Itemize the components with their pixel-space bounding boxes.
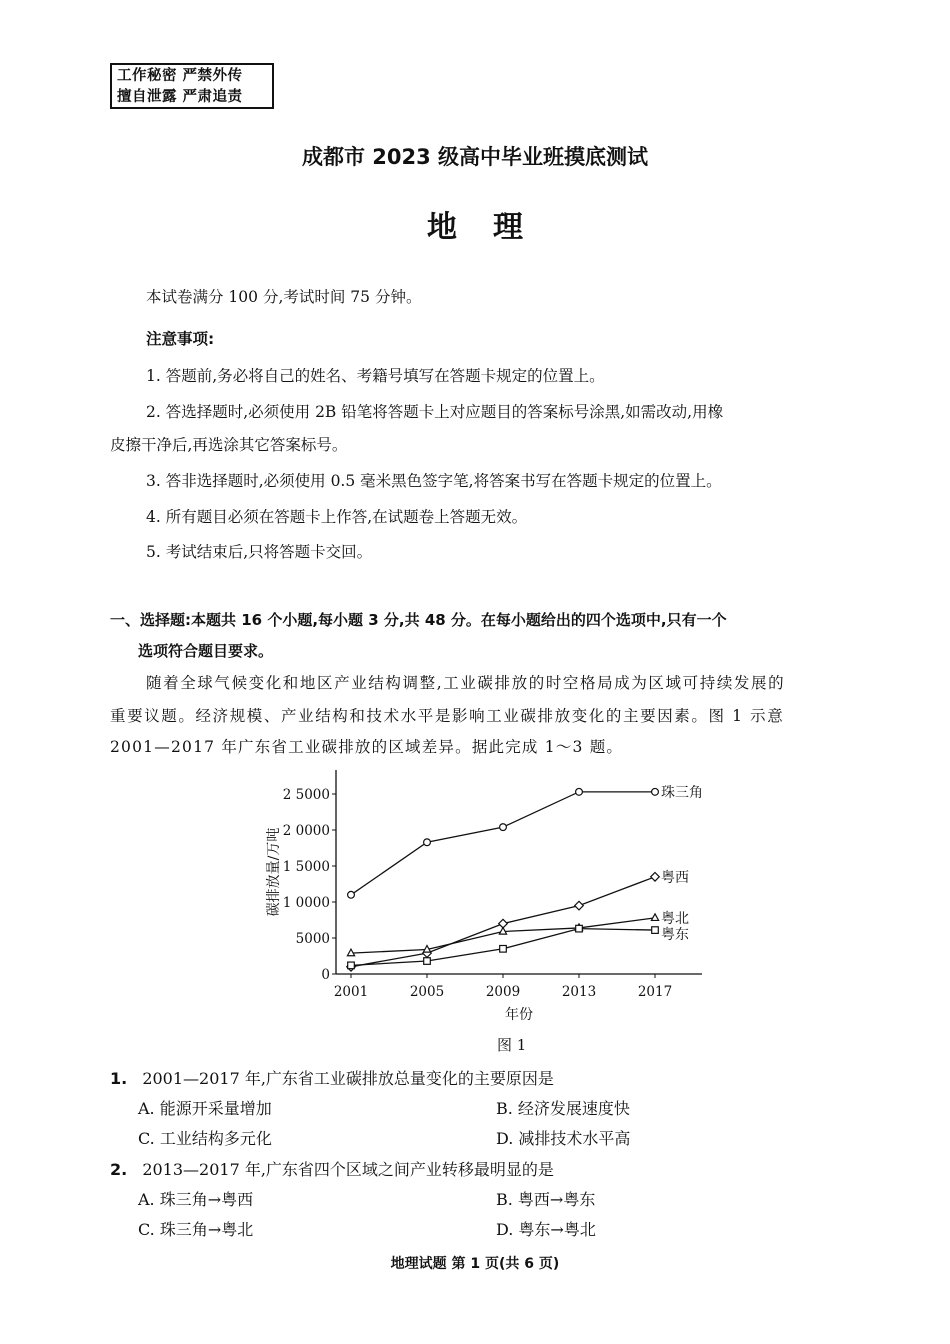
y-tick-label: 0	[321, 967, 330, 983]
square-marker	[424, 958, 431, 965]
section-heading: 一、选择题:本题共 16 个小题,每小题 3 分,共 48 分。在每小题给出的四个选项中,只有一个	[110, 611, 727, 629]
question-2-stem: 2013—2017 年,广东省四个区域之间产业转移最明显的是	[142, 1160, 554, 1179]
q2-option-d[interactable]: D. 粤东→粤北	[496, 1220, 596, 1239]
square-marker	[500, 946, 507, 953]
stamp-line-1: 工作秘密 严禁外传	[117, 68, 243, 84]
subject-title: 地理	[427, 210, 559, 245]
circle-marker	[424, 839, 431, 846]
exam-title: 成都市 2023 级高中毕业班摸底测试	[301, 145, 649, 169]
passage-line-3: 2001—2017 年广东省工业碳排放的区域差异。据此完成 1～3 题。	[110, 738, 624, 756]
series-label: 珠三角	[661, 784, 703, 801]
series-label: 粤北	[661, 910, 689, 927]
notice-4: 4. 所有题目必须在答题卡上作答,在试题卷上答题无效。	[146, 508, 528, 526]
q2-option-c[interactable]: C. 珠三角→粤北	[138, 1220, 254, 1239]
circle-marker	[500, 824, 507, 831]
y-tick-label: 1 0000	[282, 895, 330, 911]
series-line	[351, 792, 655, 895]
figure-caption: 图 1	[497, 1036, 527, 1054]
notice-2: 2. 答选择题时,必须使用 2B 铅笔将答题卡上对应题目的答案标号涂黑,如需改动,用橡	[146, 403, 724, 421]
circle-marker	[652, 788, 659, 795]
diamond-marker	[651, 873, 660, 882]
q1-option-c[interactable]: C. 工业结构多元化	[138, 1129, 272, 1148]
q1-option-b[interactable]: B. 经济发展速度快	[496, 1099, 630, 1118]
notice-2-cont: 皮擦干净后,再选涂其它答案标号。	[110, 436, 348, 454]
q1-option-a[interactable]: A. 能源开采量增加	[138, 1099, 272, 1118]
x-tick-label: 2009	[485, 984, 521, 1000]
square-marker	[576, 925, 583, 932]
section-heading-cont: 选项符合题目要求。	[138, 642, 274, 660]
q2-option-a[interactable]: A. 珠三角→粤西	[138, 1190, 254, 1209]
y-tick-label: 5000	[295, 931, 330, 947]
y-tick-label: 1 5000	[282, 859, 330, 875]
x-axis-label: 年份	[505, 1007, 533, 1023]
notice-1: 1. 答题前,务必将自己的姓名、考籍号填写在答题卡规定的位置上。	[146, 367, 605, 385]
y-tick-label: 2 5000	[282, 787, 330, 803]
square-marker	[348, 962, 355, 969]
circle-marker	[576, 788, 583, 795]
notice-heading: 注意事项:	[146, 330, 215, 348]
question-1-number: 1.	[110, 1069, 128, 1088]
x-tick-label: 2013	[561, 984, 597, 1000]
chart-plot-area	[265, 770, 703, 1023]
circle-marker	[348, 891, 355, 898]
square-marker	[652, 927, 659, 934]
question-2	[110, 1157, 554, 1180]
y-axis-label: 碳排放量/万吨	[266, 827, 282, 917]
y-tick-label: 2 0000	[282, 823, 330, 839]
notice-3: 3. 答非选择题时,必须使用 0.5 毫米黑色签字笔,将答案书写在答题卡规定的位置上。	[146, 472, 722, 490]
q1-option-d[interactable]: D. 减排技术水平高	[496, 1129, 631, 1148]
question-2-number: 2.	[110, 1160, 128, 1179]
triangle-marker	[651, 914, 658, 921]
x-tick-label: 2001	[333, 984, 369, 1000]
passage-line-2: 重要议题。经济规模、产业结构和技术水平是影响工业碳排放变化的主要因素。图 1 示意	[110, 707, 785, 725]
passage-line-1: 随着全球气候变化和地区产业结构调整,工业碳排放的时空格局成为区域可持续发展的	[146, 674, 786, 692]
stamp-line-2: 擅自泄露 严肃追责	[117, 89, 243, 105]
question-1	[110, 1066, 554, 1089]
diamond-marker	[575, 901, 584, 910]
x-tick-label: 2005	[409, 984, 445, 1000]
q2-option-b[interactable]: B. 粤西→粤东	[496, 1190, 596, 1209]
page-footer: 地理试题 第 1 页(共 6 页)	[390, 1256, 560, 1272]
series-label: 粤东	[661, 927, 689, 944]
question-1-stem: 2001—2017 年,广东省工业碳排放总量变化的主要原因是	[142, 1069, 554, 1088]
x-tick-label: 2017	[637, 984, 673, 1000]
series-label: 粤西	[661, 869, 689, 886]
notice-5: 5. 考试结束后,只将答题卡交回。	[146, 543, 373, 561]
score-time-info: 本试卷满分 100 分,考试时间 75 分钟。	[146, 288, 422, 306]
